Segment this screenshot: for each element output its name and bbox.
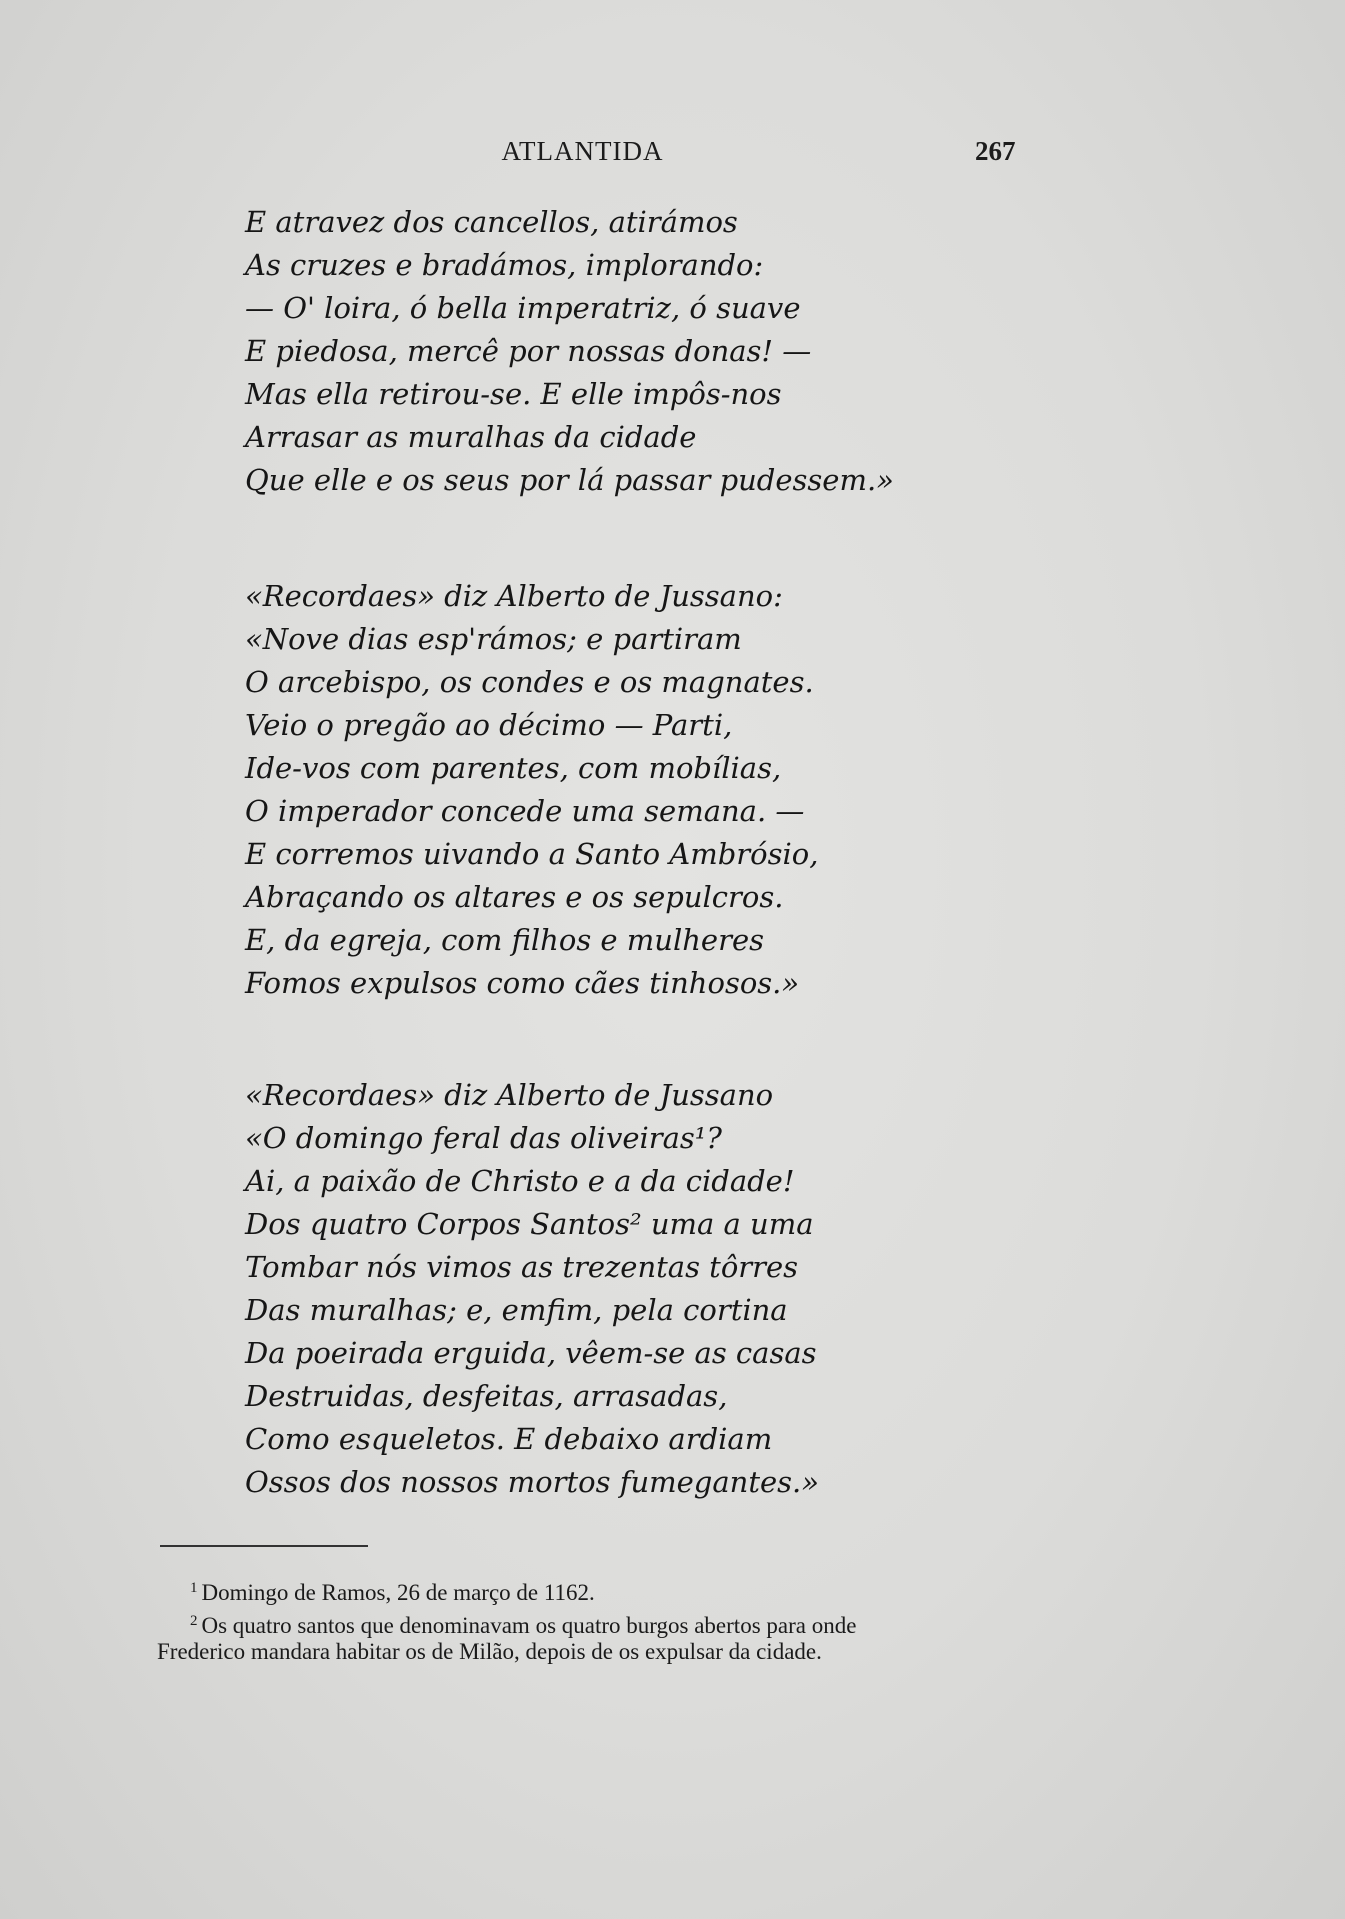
footnote-mark: 2	[190, 1613, 198, 1629]
verse-line: — O' loira, ó bella imperatriz, ó suave	[245, 291, 801, 325]
page-number: 267	[975, 136, 1016, 166]
footnote-1	[190, 1573, 595, 1608]
verse-line: Ide-vos com parentes, com mobílias,	[245, 751, 782, 785]
verse-line: Fomos expulsos como cães tinhosos.»	[245, 966, 800, 1000]
verse-line: Destruidas, desfeitas, arrasadas,	[245, 1379, 728, 1413]
running-header-title: ATLANTIDA	[501, 136, 664, 166]
verse-line: E, da egreja, com filhos e mulheres	[245, 923, 764, 957]
footnote-text: Domingo de Ramos, 26 de março de 1162.	[201, 1580, 595, 1605]
footnote-2-continued	[157, 1637, 822, 1667]
verse-line: Das muralhas; e, emfim, pela cortina	[245, 1293, 788, 1327]
verse-line: «Recordaes» diz Alberto de Jussano:	[245, 579, 783, 613]
verse-line: Veio o pregão ao décimo — Parti,	[245, 708, 733, 742]
verse-line: E atravez dos cancellos, atirámos	[245, 205, 738, 239]
verse-line: Tombar nós vimos as trezentas tôrres	[245, 1250, 799, 1284]
verse-line: E piedosa, mercê por nossas donas! —	[245, 334, 812, 368]
verse-line: O arcebispo, os condes e os magnates.	[245, 665, 814, 699]
verse-line: «Recordaes» diz Alberto de Jussano	[245, 1078, 774, 1112]
verse-line: Que elle e os seus por lá passar pudessem.»	[245, 463, 894, 497]
verse-line: «O domingo feral das oliveiras¹?	[245, 1121, 722, 1155]
verse-line: Arrasar as muralhas da cidade	[245, 420, 697, 454]
footnote-text: Frederico mandara habitar os de Milão, depois de os expulsar da cidade.	[157, 1639, 822, 1664]
verse-line: Abraçando os altares e os sepulcros.	[245, 880, 784, 914]
verse-line: «Nove dias esp'rámos; e partiram	[245, 622, 742, 656]
verse-line: Como esqueletos. E debaixo ardiam	[245, 1422, 773, 1456]
verse-line: Ossos dos nossos mortos fumegantes.»	[245, 1465, 819, 1499]
verse-line: Mas ella retirou-se. E elle impôs-nos	[245, 377, 782, 411]
footnote-2	[190, 1606, 856, 1641]
verse-line: E corremos uivando a Santo Ambrósio,	[245, 837, 819, 871]
verse-line: Da poeirada erguida, vêem-se as casas	[245, 1336, 817, 1370]
verse-line: As cruzes e bradámos, implorando:	[245, 248, 764, 282]
footnote-mark: 1	[190, 1580, 198, 1596]
verse-line: Ai, a paixão de Christo e a da cidade!	[245, 1164, 795, 1198]
footnote-divider	[160, 1545, 368, 1547]
verse-line: Dos quatro Corpos Santos² uma a uma	[245, 1207, 814, 1241]
footnote-text: Os quatro santos que denominavam os quatro burgos abertos para onde	[201, 1613, 857, 1638]
verse-line: O imperador concede uma semana. —	[245, 794, 805, 828]
